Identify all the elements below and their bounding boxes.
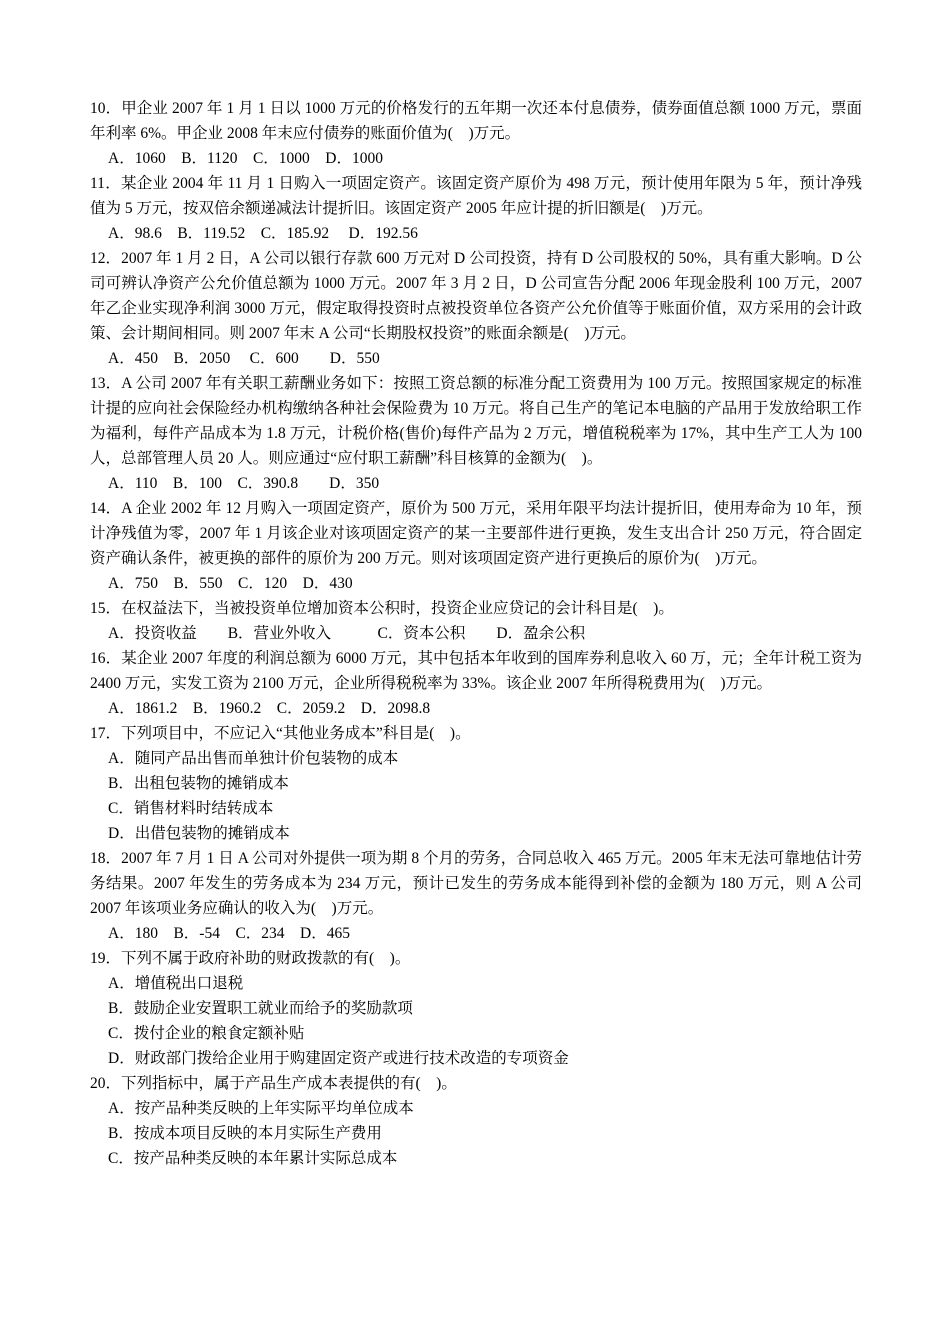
question-12-options: A．450 B．2050 C．600 D．550 [108, 350, 380, 367]
document-page [90, 96, 862, 1171]
question-17-option-a: A．随同产品出售而单独计价包装物的成本 [108, 750, 399, 767]
question-14: 14．A 企业 2002 年 12 月购入一项固定资产，原价为 500 万元，采用年限平均法计提折旧，使用寿命为 10 年，预计净残值为零，2007 年 1 月该企业对该项固定资产的某一主要部件进行更换，发生支出合计 250 万元，符合固定资产确认条件，被更换的部件的原价为 200 万元。则对该项固定资产进行更换后的原价为( )万元。 [90, 500, 862, 567]
question-14-options: A．750 B．550 C．120 D．430 [108, 575, 353, 592]
question-10: 10．甲企业 2007 年 1 月 1 日以 1000 万元的价格发行的五年期一次还本付息债券，债券面值总额 1000 万元，票面年利率 6%。甲企业 2008 年末应付债券的账面价值为( )万元。 [90, 100, 862, 142]
question-11-options: A．98.6 B．119.52 C．185.92 D．192.56 [108, 225, 418, 242]
question-17: 17．下列项目中，不应记入“其他业务成本”科目是( )。 [90, 725, 471, 742]
question-13: 13．A 公司 2007 年有关职工薪酬业务如下：按照工资总额的标准分配工资费用为 100 万元。按照国家规定的标准计提的应向社会保险经办机构缴纳各种社会保险费为 10 万元。将自己生产的笔记本电脑的产品用于发放给职工作为福利，每件产品成本为 1.8 万元，计税价格(售价)每件产品为 2 万元，增值税税率为 17%，其中生产工人为 100 人，总部管理人员 20 人。则应通过“应付职工薪酬”科目核算的金额为( )。 [90, 375, 862, 467]
question-19-option-b: B．鼓励企业安置职工就业而给予的奖励款项 [108, 1000, 413, 1017]
question-20-option-c: C．按产品种类反映的本年累计实际总成本 [108, 1150, 398, 1167]
question-19-option-d: D．财政部门拨给企业用于购建固定资产或进行技术改造的专项资金 [108, 1050, 569, 1067]
question-19-option-a: A．增值税出口退税 [108, 975, 244, 992]
question-16-options: A．1861.2 B．1960.2 C．2059.2 D．2098.8 [108, 700, 431, 717]
question-19-option-c: C．拨付企业的粮食定额补贴 [108, 1025, 305, 1042]
question-15: 15．在权益法下，当被投资单位增加资本公积时，投资企业应贷记的会计科目是( )。 [90, 600, 674, 617]
question-19: 19．下列不属于政府补助的财政拨款的有( )。 [90, 950, 411, 967]
question-20-option-b: B．按成本项目反映的本月实际生产费用 [108, 1125, 382, 1142]
question-13-options: A．110 B．100 C．390.8 D．350 [108, 475, 380, 492]
question-11: 11．某企业 2004 年 11 月 1 日购入一项固定资产。该固定资产原价为 498 万元，预计使用年限为 5 年，预计净残值为 5 万元，按双倍余额递减法计提折旧。该固定资产 2005 年应计提的折旧额是( )万元。 [90, 175, 862, 217]
question-20-option-a: A．按产品种类反映的上年实际平均单位成本 [108, 1100, 414, 1117]
question-17-option-d: D．出借包装物的摊销成本 [108, 825, 290, 842]
question-15-options: A．投资收益 B．营业外收入 C．资本公积 D．盈余公积 [108, 625, 586, 642]
question-18: 18．2007 年 7 月 1 日 A 公司对外提供一项为期 8 个月的劳务，合同总收入 465 万元。2005 年末无法可靠地估计劳务结果。2007 年发生的劳务成本为 234 万元，预计已发生的劳务成本能得到补偿的金额为 180 万元，则 A 公司 2007 年该项业务应确认的收入为( )万元。 [90, 850, 862, 917]
question-20: 20．下列指标中，属于产品生产成本表提供的有( )。 [90, 1075, 457, 1092]
question-10-options: A．1060 B．1120 C．1000 D．1000 [108, 150, 383, 167]
question-17-option-c: C．销售材料时结转成本 [108, 800, 274, 817]
question-16: 16．某企业 2007 年度的利润总额为 6000 万元，其中包括本年收到的国库券利息收入 60 万，元；全年计税工资为 2400 万元，实发工资为 2100 万元，企业所得税税率为 33%。该企业 2007 年所得税费用为( )万元。 [90, 650, 862, 692]
question-18-options: A．180 B．-54 C．234 D．465 [108, 925, 350, 942]
question-12: 12．2007 年 1 月 2 日，A 公司以银行存款 600 万元对 D 公司投资，持有 D 公司股权的 50%，具有重大影响。D 公司可辨认净资产公允价值总额为 1000 万元。2007 年 3 月 2 日，D 公司宣告分配 2006 年现金股利 100 万元，2007 年乙企业实现净利润 3000 万元，假定取得投资时点被投资单位各资产公允价值等于账面价值，双方采用的会计政策、会计期间相同。则 2007 年末 A 公司“长期股权投资”的账面余额是( )万元。 [90, 250, 862, 342]
question-17-option-b: B．出租包装物的摊销成本 [108, 775, 289, 792]
